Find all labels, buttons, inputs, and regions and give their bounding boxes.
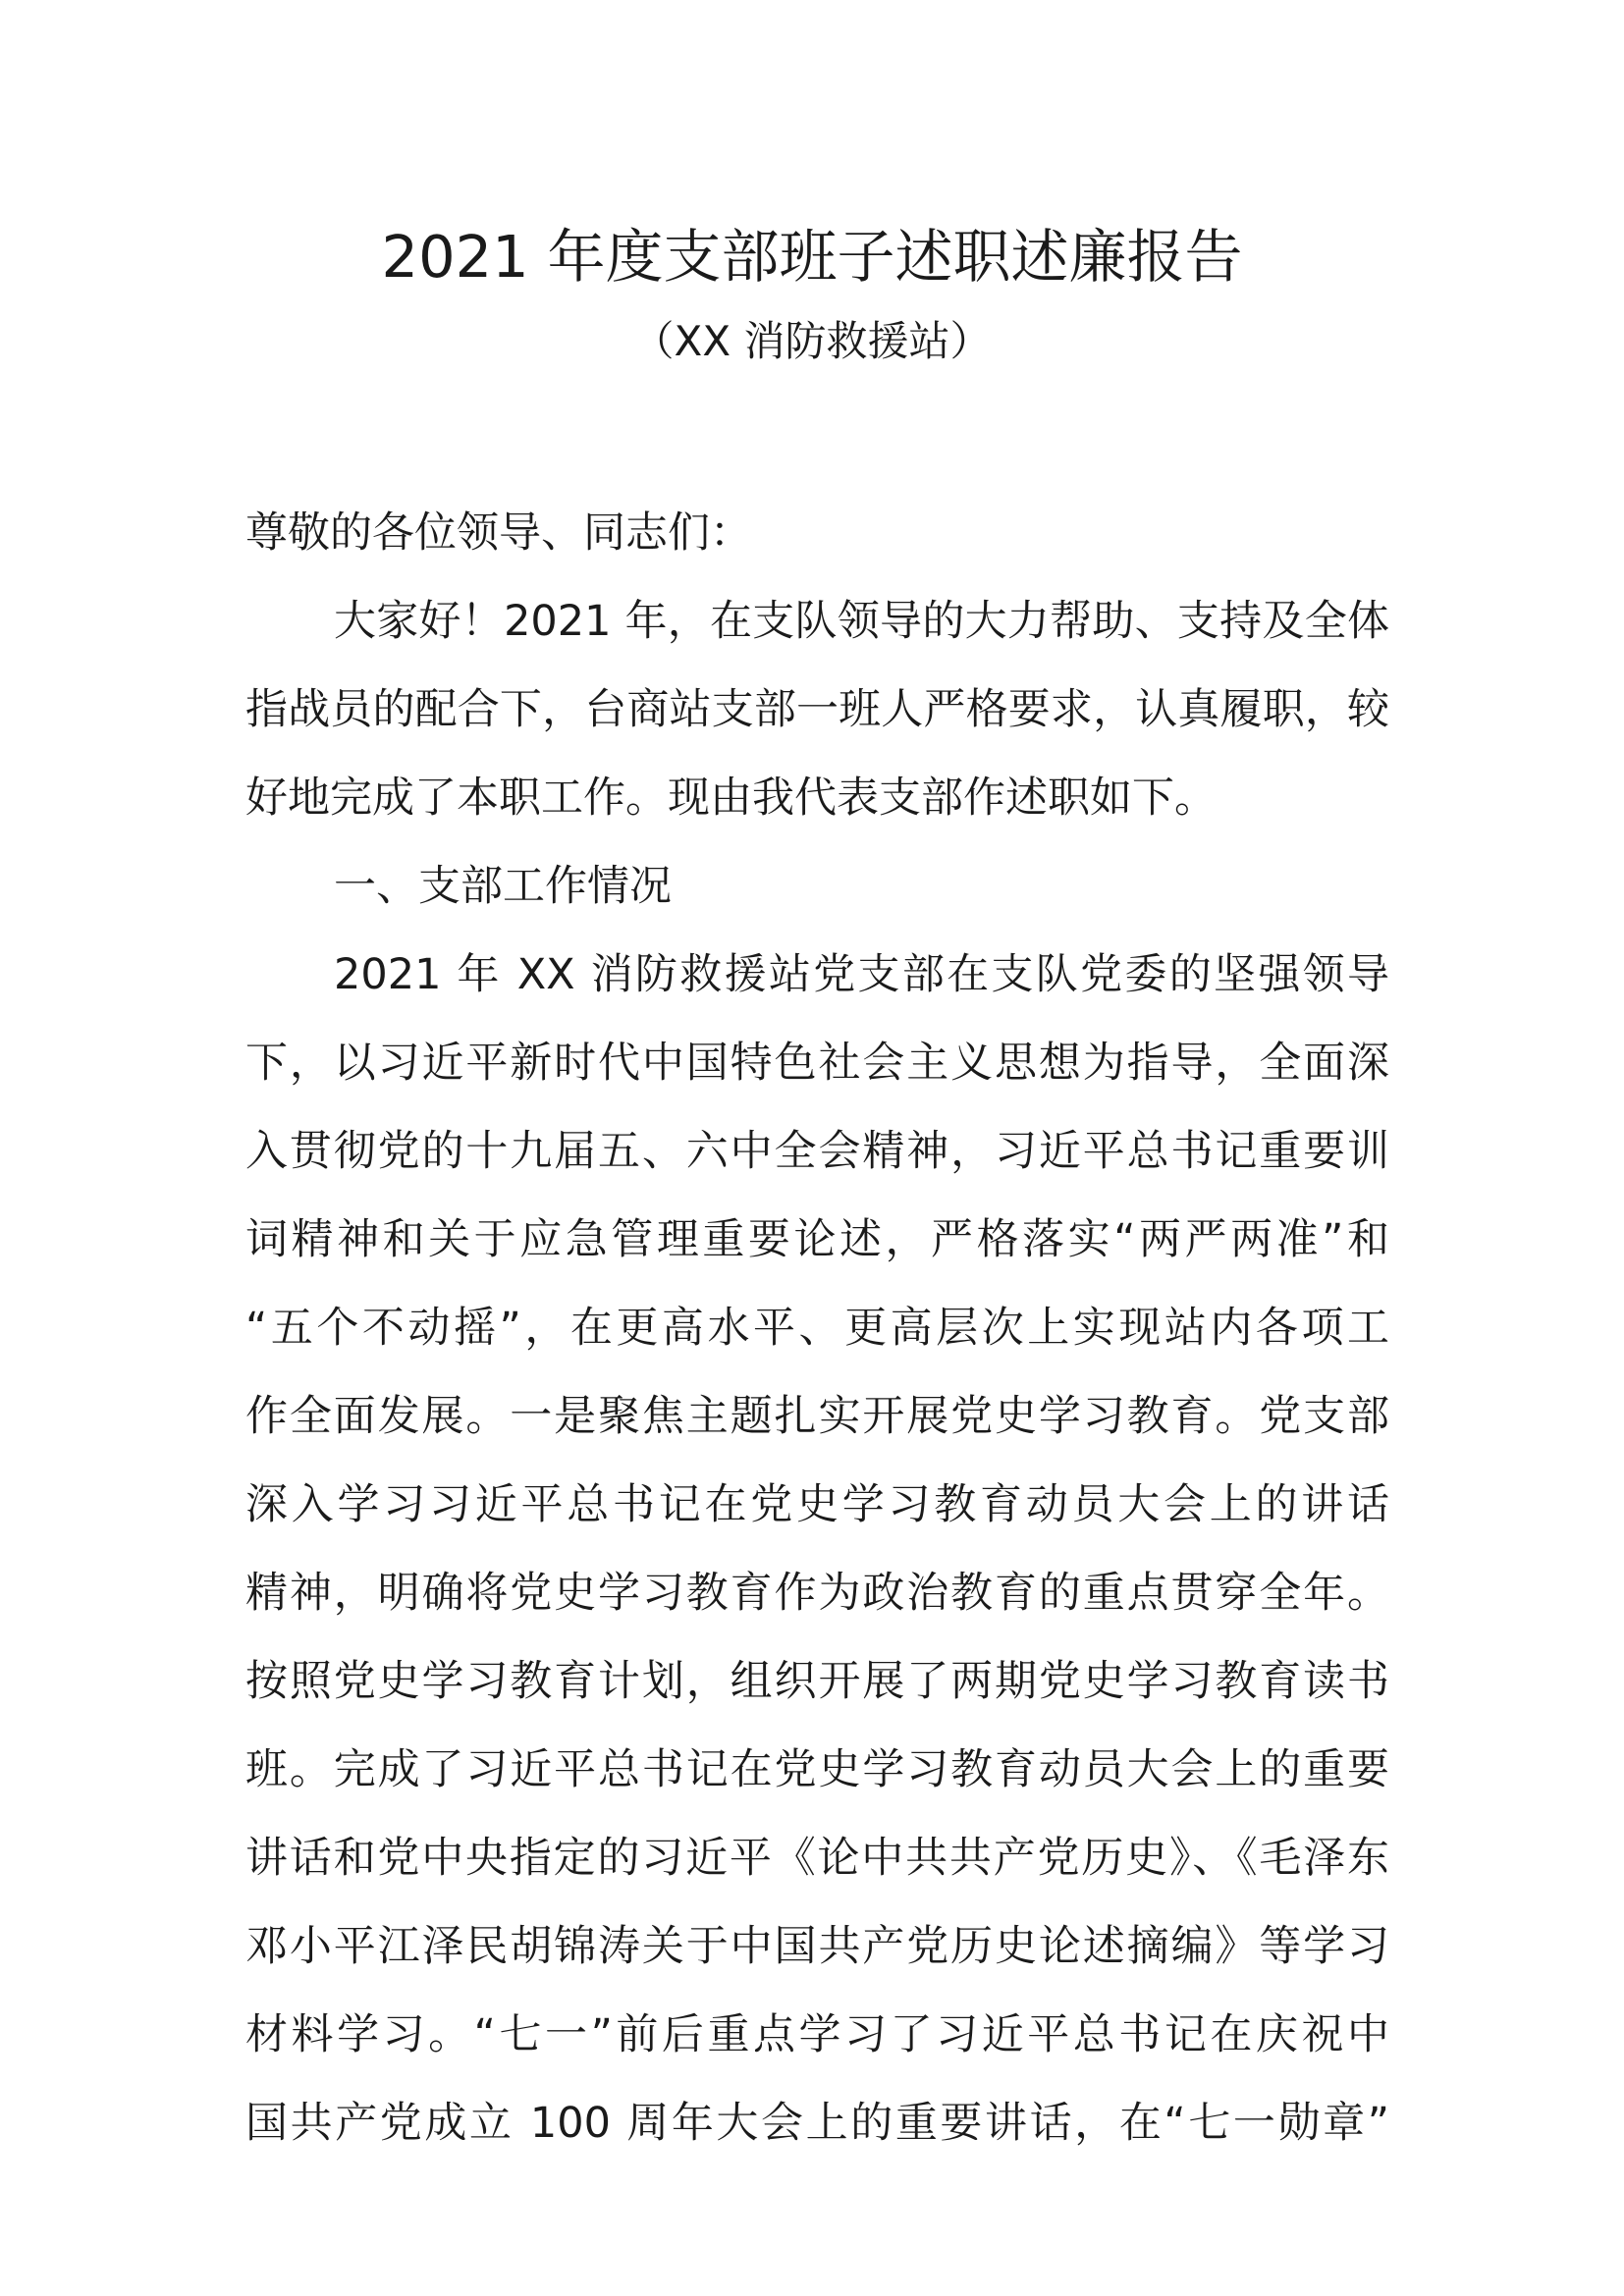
body-line: 材料学习。“七一”前后重点学习了习近平总书记在庆祝中: [245, 2010, 1389, 2059]
body-line: 2021 年 XX 消防救援站党支部在支队党委的坚强领导: [334, 950, 1389, 999]
body-line: 词精神和关于应急管理重要论述，严格落实“两严两准”和: [245, 1215, 1389, 1264]
section-heading: 一、支部工作情况: [334, 862, 672, 911]
salutation-line: 尊敬的各位领导、同志们：: [245, 508, 752, 558]
body-line: 邓小平江泽民胡锦涛关于中国共产党历史论述摘编》等学习: [245, 1922, 1389, 1971]
body-line: 指战员的配合下，台商站支部一班人严格要求，认真履职，较: [245, 685, 1389, 734]
body-line: 好地完成了本职工作。现由我代表支部作述职如下。: [245, 774, 1217, 823]
body-line: 国共产党成立 100 周年大会上的重要讲话，在“七一勋章”: [245, 2099, 1389, 2148]
body-line: 精神，明确将党史学习教育作为政治教育的重点贯穿全年。: [245, 1569, 1389, 1618]
body-line: 班。完成了习近平总书记在党史学习教育动员大会上的重要: [245, 1745, 1389, 1794]
body-line: 下，以习近平新时代中国特色社会主义思想为指导，全面深: [245, 1039, 1389, 1088]
body-line: 入贯彻党的十九届五、六中全会精神，习近平总书记重要训: [245, 1127, 1389, 1176]
body-line: 作全面发展。一是聚焦主题扎实开展党史学习教育。党支部: [245, 1392, 1389, 1441]
document-body: [245, 489, 1389, 2167]
document-subtitle: （XX 消防救援站）: [632, 317, 992, 365]
body-line: 讲话和党中央指定的习近平《论中共共产党历史》、《毛泽东: [245, 1834, 1389, 1883]
document-title: 2021 年度支部班子述职述廉报告: [381, 223, 1243, 291]
body-line: 按照党史学习教育计划，组织开展了两期党史学习教育读书: [245, 1657, 1389, 1706]
body-line: “五个不动摇”，在更高水平、更高层次上实现站内各项工: [245, 1304, 1389, 1353]
body-line: 深入学习习近平总书记在党史学习教育动员大会上的讲话: [245, 1480, 1389, 1529]
body-line: 大家好！2021 年，在支队领导的大力帮助、支持及全体: [334, 597, 1389, 646]
